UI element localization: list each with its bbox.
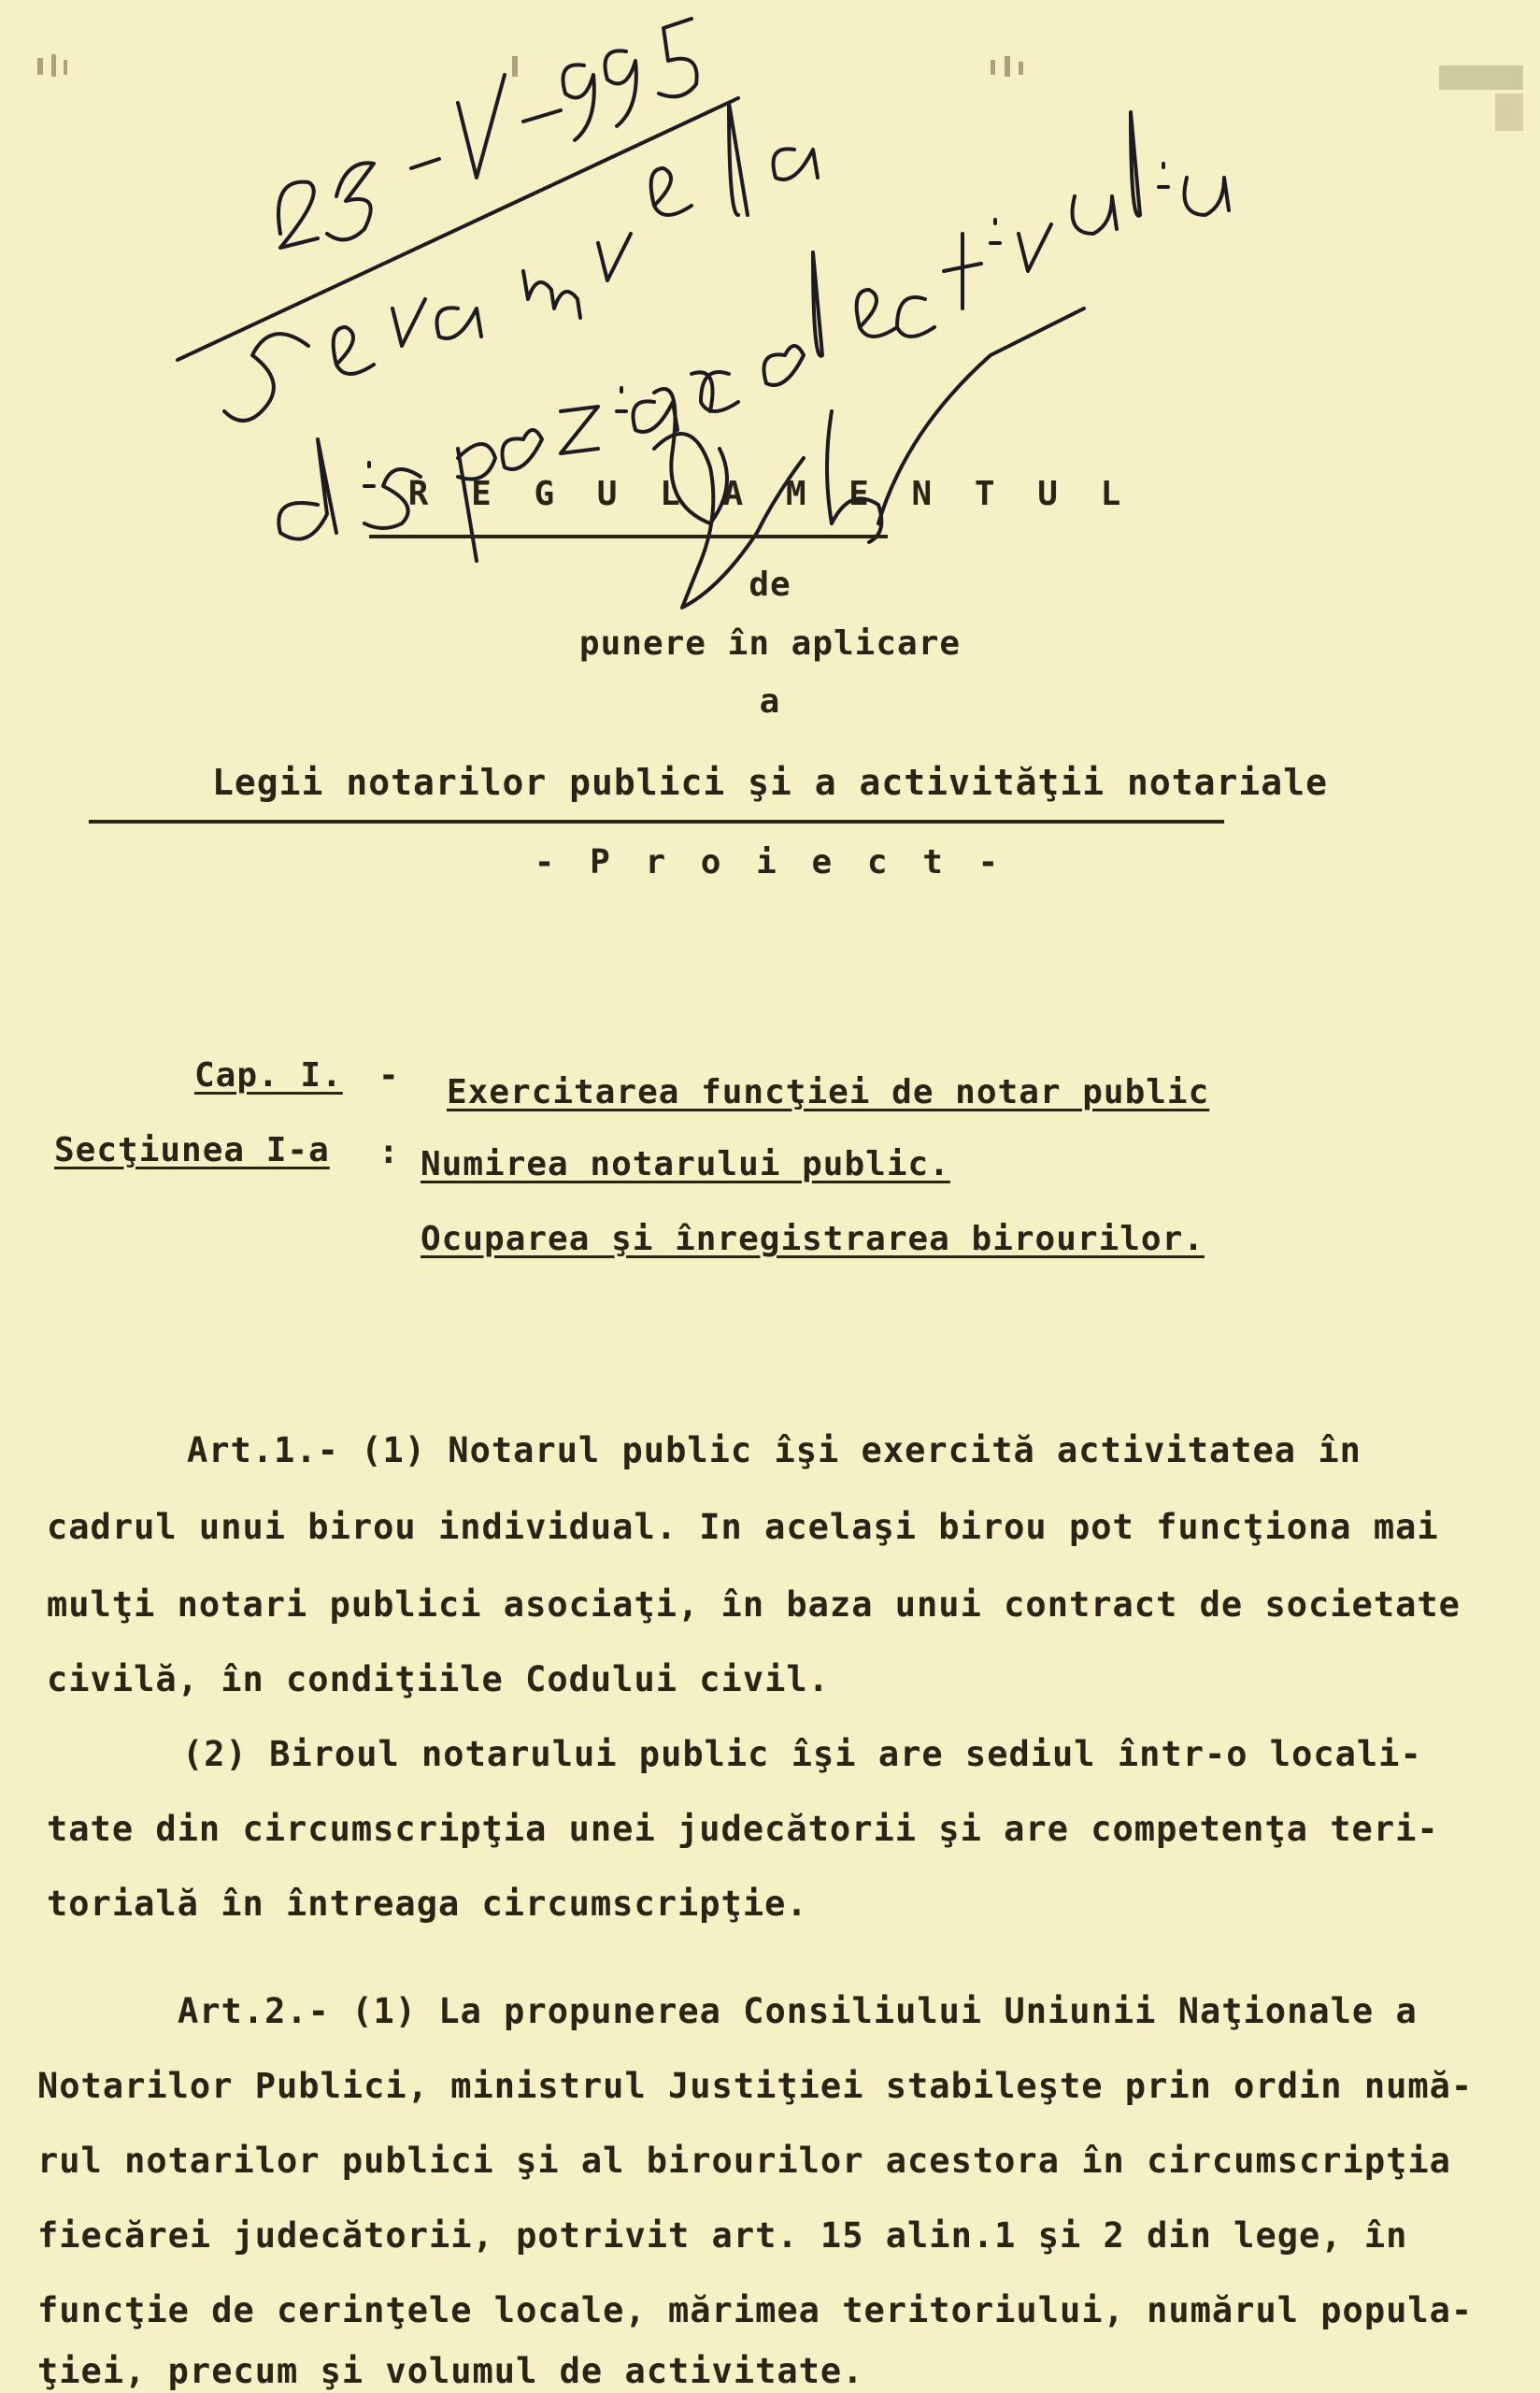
handwritten-digit xyxy=(278,182,318,248)
article-1-line: civilă, în condiţiile Codului civil. xyxy=(47,1659,830,1699)
law-underline xyxy=(89,820,1224,824)
handwritten-digit xyxy=(563,64,594,140)
document-title: R E G U L A M E N T U L xyxy=(407,475,1133,513)
section-title-2: Ocuparea şi înregistrarea birourilor. xyxy=(421,1220,1205,1258)
annotation-strike-line xyxy=(178,98,738,360)
handwritten-digit xyxy=(327,163,374,239)
section-label: Secţiunea I-a xyxy=(54,1131,330,1169)
handwritten-digit xyxy=(659,19,697,96)
article-1-line: torială în întreaga circumscripţie. xyxy=(47,1884,808,1924)
chapter-title: Exercitarea funcţiei de notar public xyxy=(447,1073,1210,1111)
article-1-line: tate din circumscripţia unei judecătorii şi are competenţa teri- xyxy=(47,1809,1439,1849)
article-2-line: fiecărei judecătorii, potrivit art. 15 alin.1 şi 2 din lege, în xyxy=(37,2215,1408,2256)
article-2-line: Notarilor Publici, ministrul Justiţiei stabileşte prin ordin numă- xyxy=(37,2066,1474,2106)
article-2-line: Art.2.- (1) La propunerea Consiliului Uniunii Naţionale a xyxy=(178,1991,1418,2031)
article-2-line: rul notarilor publici şi al birourilor acestora în circumscripţia xyxy=(37,2141,1451,2181)
draft-label: - P r o i e c t - xyxy=(534,843,1006,881)
article-1-line: mulţi notari publici asociaţi, în baza unui contract de societate xyxy=(47,1584,1461,1625)
article-2-line: funcţie de cerinţele locale, mărimea teritoriului, numărul popula- xyxy=(37,2290,1474,2330)
title-line-de: de xyxy=(749,566,791,604)
article-1-line: cadrul unui birou individual. In acelaşi birou pot funcţiona mai xyxy=(47,1507,1439,1547)
handwritten-digit xyxy=(606,50,636,126)
title-line-punere: punere în aplicare xyxy=(578,624,962,663)
handwritten-roman-five xyxy=(458,75,505,178)
chapter-label: Cap. I. xyxy=(194,1056,343,1095)
handwritten-annotation xyxy=(0,0,1540,654)
title-line-a: a xyxy=(759,682,781,721)
section-separator: : xyxy=(378,1133,400,1171)
law-title: Legii notarilor publici şi a activităţii notariale xyxy=(212,762,1328,803)
chapter-dash: - xyxy=(378,1056,400,1095)
article-1-line: (2) Biroul notarului public îşi are sediul într-o locali- xyxy=(182,1734,1422,1774)
article-1-line: Art.1.- (1) Notarul public îşi exercită activitatea în xyxy=(187,1430,1362,1470)
section-title: Numirea notarului public. xyxy=(421,1145,950,1183)
title-underline xyxy=(369,535,888,538)
article-2-line: ţiei, precum şi volumul de activitate. xyxy=(37,2351,864,2391)
